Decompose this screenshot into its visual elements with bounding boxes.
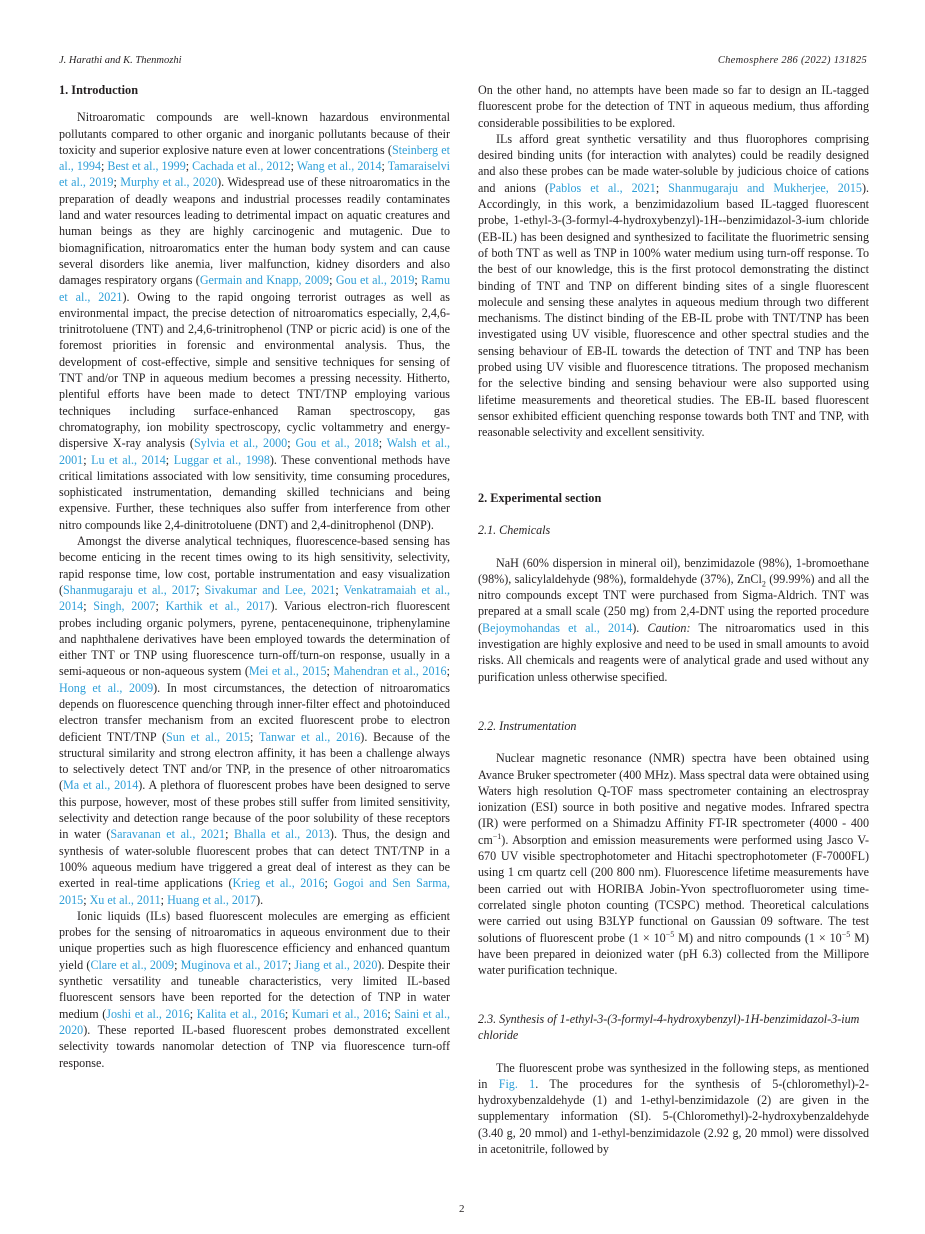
text-span: ;: [387, 1006, 395, 1021]
citation-link[interactable]: Gou et al., 2018: [295, 436, 379, 451]
text-span: M) have been prepared in deionized water (pH 6.3) collected from the Millipore water purification technique.: [478, 930, 869, 978]
citation-link[interactable]: Walsh et al., 2001: [59, 436, 450, 467]
paragraph: [478, 1060, 869, 1158]
text-span: ;: [113, 175, 121, 190]
citation-link[interactable]: Mahendran et al., 2016: [333, 664, 447, 679]
citation-link[interactable]: Steinberg et al., 1994: [59, 142, 450, 174]
citation-link[interactable]: Saravanan et al., 2021: [110, 827, 226, 842]
text-span: −1: [492, 831, 502, 841]
text-span: ). Despite their synthetic versatility and tuneable characteristics, very limited IL-based fluorescent sensors have been reported for the detection of TNP in water medium (: [59, 957, 451, 1021]
citation-link[interactable]: Tamaraiselvi et al., 2019: [59, 159, 450, 190]
text-span: ). Thus, the design and synthesis of water-soluble fluorescent probes that can detect TNT/TNP in a 100% aqueous medium have triggered a great deal of interest as they can be exerted in real-time applications (: [59, 827, 450, 891]
text-span: ;: [155, 599, 166, 614]
paragraph: [478, 131, 869, 441]
citation-link[interactable]: Mei et al., 2015: [248, 664, 327, 679]
citation-link[interactable]: Best et al., 1999: [107, 159, 186, 174]
citation-link[interactable]: Huang et al., 2017: [167, 892, 257, 907]
citation-link[interactable]: Bejoymohandas et al., 2014: [482, 620, 633, 635]
paragraph: [59, 109, 450, 533]
text-span: Ionic liquids (ILs) based fluorescent molecules are emerging as efficient probes for the sensing of nitroaromatics in aqueous environment due to their unique properties such as high fluorescence efficiency and enhanced quantum yield (: [59, 908, 450, 972]
text-span: ;: [324, 876, 334, 891]
citation-link[interactable]: Jiang et al., 2020: [294, 957, 378, 972]
text-span: Caution:: [647, 620, 691, 635]
text-span: ). These conventional methods have critical limitations associated with low sensitivity, time consuming procedures, sophisticated instrumentation, demanding skilled technicians and being expensive. Further, these techniques also suffer from interference from other nitro compounds like 2,4-dinitrotoluene (DNT) and 2,4-dinitrophenol (DNP).: [59, 452, 450, 532]
text-span: ). A plethora of fluorescent probes have been designed to serve this purpose, however, most of these probes still suffer from limited sensitivity, selectivity and detection range because of the poor solubility of these receptors in water (: [59, 778, 450, 842]
text-span: ). Various electron-rich fluorescent probes including organic polymers, pyrene, pentacenequinone, triphenylamine and naphthalene derivatives have been employed towards the determination of either TNT or TNP using fluorescence turn-off/turn-on response, usually in a semi-aqueous or non-aqueous system (: [59, 599, 450, 679]
citation-link[interactable]: Tanwar et al., 2016: [259, 729, 361, 744]
citation-link[interactable]: Hong et al., 2009: [59, 680, 154, 695]
text-span: Nuclear magnetic resonance (NMR) spectra have been obtained using Avance Bruker spectrometer (400 MHz). Mass spectral data were obtained using Waters high resolution Q-TOF mass spectrometer containing an electrospray ionization (ESI) source in both positive and negative modes. Infrared spectra (IR) were performed on a Shimadzu Affinity FT-IR spectrometer (4000 - 400 cm: [478, 751, 870, 847]
text-span: ;: [335, 582, 344, 597]
synthesis-section: [478, 1011, 869, 1157]
text-span: NaH (60% dispersion in mineral oil), benzimidazole (98%), 1-bromoethane (98%), salicylaldehyde (98%), formaldehyde (37%), ZnCl: [478, 555, 869, 586]
text-span: M) and nitro compounds (1 × 10: [674, 930, 842, 945]
citation-link[interactable]: Saini et al., 2020: [59, 1006, 451, 1037]
text-span: The nitroaromatics used in this investigation are highly explosive and need to be used in small amounts to avoid risks. All chemicals and reagents were of analytical grade and used without any purification unless otherwise specified.: [478, 620, 869, 684]
paragraph: [59, 533, 450, 908]
citation-link[interactable]: Shanmugaraju et al., 2017: [63, 582, 197, 597]
text-span: (99.99%) and all the nitro compounds except TNT were purchased from Sigma-Aldrich. TNT was prepared at a small scale (250 mg) from 2,4-DNT using the reported procedure (: [478, 571, 869, 635]
instrumentation-section: [478, 718, 869, 978]
paragraph: [478, 750, 869, 978]
citation-link[interactable]: Clare et al., 2009: [90, 957, 175, 972]
text-span: Nitroaromatic compounds are well-known hazardous environmental pollutants compared to other organic and inorganic pollutants because of their toxicity and superior explosive nature even at lower concentrations (: [59, 110, 450, 157]
text-span: ).: [632, 620, 648, 635]
text-span: ;: [284, 1006, 292, 1021]
citation-link[interactable]: Luggar et al., 1998: [173, 452, 270, 467]
citation-link[interactable]: Gogoi and Sen Sarma, 2015: [59, 876, 451, 907]
text-span: The fluorescent probe was synthesized in the following steps, as mentioned in: [478, 1060, 869, 1091]
citation-link[interactable]: Lu et al., 2014: [91, 452, 166, 467]
paragraph: [478, 82, 869, 131]
citation-link[interactable]: Muginova et al., 2017: [180, 957, 288, 972]
citation-link[interactable]: Germain and Knapp, 2009: [199, 273, 330, 288]
text-span: On the other hand, no attempts have been made so far to design an IL-tagged fluorescent probe for the detection of TNT in aqueous medium, thus affording considerable possibilities to be explored.: [478, 83, 869, 130]
running-header-authors: J. Harathi and K. Thenmozhi: [59, 55, 182, 66]
paragraph: [59, 908, 450, 1071]
citation-link[interactable]: Bhalla et al., 2013: [234, 827, 330, 842]
text-span: ;: [326, 664, 334, 679]
text-span: ). In most circumstances, the detection of nitroaromatics depends on fluorescence quenching through inner-filter effect and photoinduced electron transfer mechanism from an excited fluorescent probe to electron deficient TNT/TNP (: [59, 680, 450, 744]
citation-link[interactable]: Sylvia et al., 2000: [193, 436, 288, 451]
text-span: ;: [185, 159, 193, 174]
text-span: ). Absorption and emission measurements were performed using Jasco V-670 UV visible spectrophotometer and Hitachi spectrophotometer (F-7000FL) using 1 cm quartz cell (200 800 nm). Fluorescence lifetime measurements have been carried out with HORIBA Jobin-Yvon spectrofluorometer using time-correlated single photon counting (TCSPC) method. Theoretical calculations were carried out using B3LYP functional on Gaussian 09 software. The test solutions of fluorescent probe (1 × 10: [478, 832, 869, 945]
page-number: 2: [459, 1203, 465, 1215]
text-span: Amongst the diverse analytical techniques, fluorescence-based sensing has become enticing in the recent times owing to its high sensitivity, selectivity, rapid response time, low cost, portable instrumentation and easy visualization (: [59, 534, 450, 597]
subsection-heading-synthesis: 2.3. Synthesis of 1-ethyl-3-(3-formyl-4-hydroxybenzyl)-1H-benzimidazol-3-ium chloride: [478, 1012, 860, 1043]
text-span: ;: [446, 664, 450, 679]
text-span: −5: [841, 929, 851, 939]
text-span: ;: [83, 452, 92, 467]
text-span: ;: [287, 436, 296, 451]
citation-link[interactable]: Venkatramaiah et al., 2014: [59, 582, 451, 614]
paragraph: [478, 555, 869, 685]
citation-link[interactable]: Pablos et al., 2021: [548, 180, 656, 195]
text-span: ;: [83, 892, 90, 907]
text-span: ;: [83, 599, 94, 614]
text-span: ILs afford great synthetic versatility and thus fluorophores comprising desired binding units (for interaction with analytes) could be readily designed and also these probes can be made water-soluble by judicious choice of cations and anions (: [478, 131, 869, 195]
text-span: ;: [189, 1006, 197, 1021]
citation-link[interactable]: Cachada et al., 2012: [192, 159, 291, 174]
citation-link[interactable]: Shanmugaraju and Mukherjee, 2015: [668, 180, 862, 195]
text-span: ;: [329, 273, 336, 288]
citation-link[interactable]: Wang et al., 2014: [296, 159, 382, 174]
citation-link[interactable]: Murphy et al., 2020: [120, 175, 218, 190]
experimental-section: [478, 490, 869, 685]
section-heading-introduction: 1. Introduction: [59, 83, 139, 97]
citation-link[interactable]: Fig. 1: [498, 1076, 536, 1091]
citation-link[interactable]: Sun et al., 2015: [166, 729, 251, 744]
citation-link[interactable]: Sivakumar and Lee, 2021: [204, 582, 336, 597]
text-span: ). Widespread use of these nitroaromatics in the preparation of deadly weapons and industrial processes readily contaminates land and water resources leading to detrimental impact on aquatic creatures and human beings as they are highly carcinogenic and mutagenic. Due to biomagnification, nitroaromatics enter the human body system and can cause several disorders like anemia, liver malfunction, kidney disorders and also damages respiratory organs (: [59, 175, 451, 288]
text-span: ).: [256, 892, 264, 907]
right-column-intro: [478, 82, 869, 441]
text-span: ;: [101, 159, 108, 174]
text-span: ). Accordingly, in this work, a benzimidazolium based IL-tagged fluorescent probe, 1-ethyl-3-(3-formyl-4-hydroxybenzyl)-1H--benzimidazol-3-ium chloride (EB-IL) has been designed and synthesized to facilitate the fluorimetric sensing of both TNT as well as TNP in 100% water medium using turn-off response. To the best of our knowledge, this is the first protocol demonstrating the distinct binding of TNT and TNP on different binding sites of a single fluorescent molecule and sensing these analytes in aqueous medium through two different mechanisms. The distinct binding of the EB-IL probe with TNT/TNP has been investigated using UV visible, fluorescence and other spectral studies and the sensing behaviour of EB-IL towards the detection of TNT and TNP has been probed using UV visible and fluorescence titrations. The proposed mechanism for the selective binding and sensing behaviour were also supported using lifetime measurements and theoretical studies. The EB-IL based fluorescent sensor exhibited efficient quenching response towards both TNT and TNP, with reasonable selectivity and excellent sensitivity.: [478, 180, 869, 440]
text-span: ;: [287, 957, 295, 972]
text-span: ). Owing to the rapid ongoing terrorist outrages as well as environmental impact, the precise detection of nitroaromatics especially, 2,4,6-trinitrotoluene (TNT) and 2,4,6-trinitrophenol (TNP or picric acid) is one of the foremost priorities in forensic and environmental analysis. Thus, the development of cost-effective, simple and sensitive techniques for sensing of TNT and/or TNP in aqueous medium becomes a pressing necessity. Hitherto, plentiful efforts have been made to detect TNT/TNP employing various techniques including surface-enhanced Raman spectroscopy, gas chromatography, ion mobility spectroscopy, cyclic voltammetry and energy-dispersive X-ray analysis (: [59, 289, 450, 451]
citation-link[interactable]: Singh, 2007: [93, 599, 156, 614]
text-span: ;: [196, 582, 205, 597]
citation-link[interactable]: Krieg et al., 2016: [232, 876, 325, 891]
text-span: ;: [225, 827, 235, 842]
text-span: ;: [165, 452, 174, 467]
subsection-heading-instrumentation: 2.2. Instrumentation: [478, 719, 577, 733]
citation-link[interactable]: Ma et al., 2014: [63, 778, 139, 793]
citation-link[interactable]: Kumari et al., 2016: [291, 1006, 388, 1021]
subsection-heading-chemicals: 2.1. Chemicals: [478, 523, 551, 538]
citation-link[interactable]: Joshi et al., 2016: [106, 1006, 190, 1021]
text-span: ;: [174, 957, 181, 972]
left-column: [59, 82, 450, 1071]
text-span: ;: [378, 436, 387, 451]
text-span: ). These reported IL-based fluorescent probes demonstrated excellent selectivity towards nanomolar detection of TNP via fluorescence turn-off response.: [59, 1022, 450, 1070]
text-span: ;: [250, 729, 260, 744]
text-span: ;: [160, 892, 168, 907]
text-span: . The procedures for the synthesis of 5-(chloromethyl)-2-hydroxybenzaldehyde (1) and 1-ethyl-benzimidazole (2) are given in the supplementary information (SI). 5-(Chloromethyl)-2-hydroxybenzaldehyde (3.40 g, 20 mmol) and 1-ethyl-benzimidazole (2.92 g, 20 mmol) were dissolved in acetonitrile, followed by: [478, 1076, 870, 1157]
text-span: ;: [381, 159, 388, 174]
text-span: ;: [655, 180, 669, 195]
text-span: −5: [665, 929, 675, 939]
section-heading-experimental: 2. Experimental section: [478, 491, 602, 505]
citation-link[interactable]: Kalita et al., 2016: [196, 1006, 285, 1021]
text-span: ;: [414, 273, 422, 288]
text-span: ). Because of the structural similarity and strong electron affinity, it has been a challenge always to selectively detect TNT and/or TNP, in the presence of other nitroaromatics (: [59, 729, 450, 793]
citation-link[interactable]: Ramu et al., 2021: [59, 273, 450, 304]
citation-link[interactable]: Xu et al., 2011: [89, 892, 161, 907]
text-span: 2: [761, 579, 766, 589]
citation-link[interactable]: Gou et al., 2019: [335, 273, 415, 288]
text-span: ;: [290, 159, 297, 174]
citation-link[interactable]: Karthik et al., 2017: [165, 599, 271, 614]
running-header-journal: Chemosphere 286 (2022) 131825: [717, 55, 867, 66]
